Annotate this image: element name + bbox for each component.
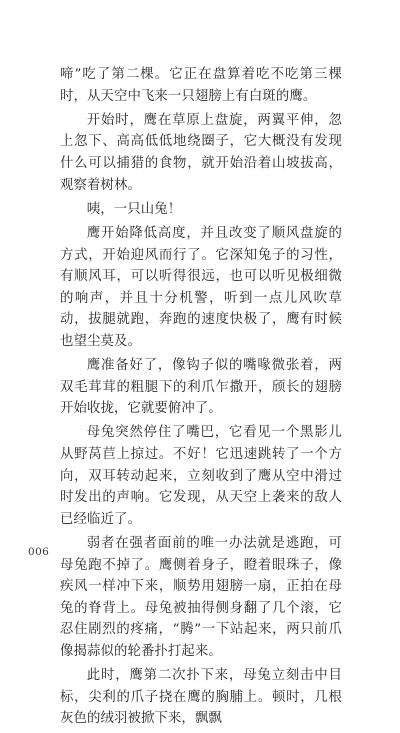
page-number: 006 [28, 546, 50, 558]
body-text [60, 64, 342, 733]
paragraph-4: 鹰开始降低高度，并且改变了顺风盘旋的方式，开始迎风而行了。它深知兔子的习性，有顺风耳，可以听得很远，也可以听见极细微的响声，并且十分机警，听到一点儿风吹草动，拔腿就跑，奔跑的速度快极了，鹰有时候也望尘莫及。 [60, 225, 342, 349]
paragraph-6: 母兔突然停住了嘴巴，它看见一个黑影儿从野莴苣上掠过。不好！它迅速跳转了一个方向，双耳转动起来，立刻收到了鹰从空中滑过时发出的声响。它发现，从天空上袭来的敌人已经临近了。 [60, 425, 342, 527]
paragraph-8: 此时，鹰第二次扑下来，母兔立刻击中目标，尖利的爪子挠在鹰的胸脯上。顿时，几根灰色的绒羽被掀下来，飘飘 [60, 668, 342, 727]
paragraph-1: 啼”吃了第二棵。它正在盘算着吃不吃第三棵时，从天空中飞来一只翅膀上有白斑的鹰。 [60, 67, 342, 104]
paragraph-2: 开始时，鹰在草原上盘旋，两翼平伸，忽上忽下、高高低低地绕圈子，它大概没有发现什么可以捕猎的食物，就开始沿着山坡拔高，观察着树林。 [60, 112, 342, 193]
paragraph-7: 弱者在强者面前的唯一办法就是逃跑，可母兔跑不掉了。鹰侧着身子，瞪着眼珠子，像疾风一样冲下来，顺势用翅膀一扇，正拍在母兔的脊背上。母兔被抽得侧身翻了几个滚，它忍住剧烈的疼痛，“腾”一下站起来，两只前爪像揭蒜似的轮番扑打起来。 [60, 536, 342, 659]
paragraph-3: 咦，一只山兔！ [86, 201, 182, 217]
paragraph-5: 鹰准备好了，像钩子似的嘴喙微张着，两双毛茸茸的粗腿下的利爪乍撒开，颀长的翅膀开始收拢，它就要俯冲了。 [60, 358, 342, 417]
